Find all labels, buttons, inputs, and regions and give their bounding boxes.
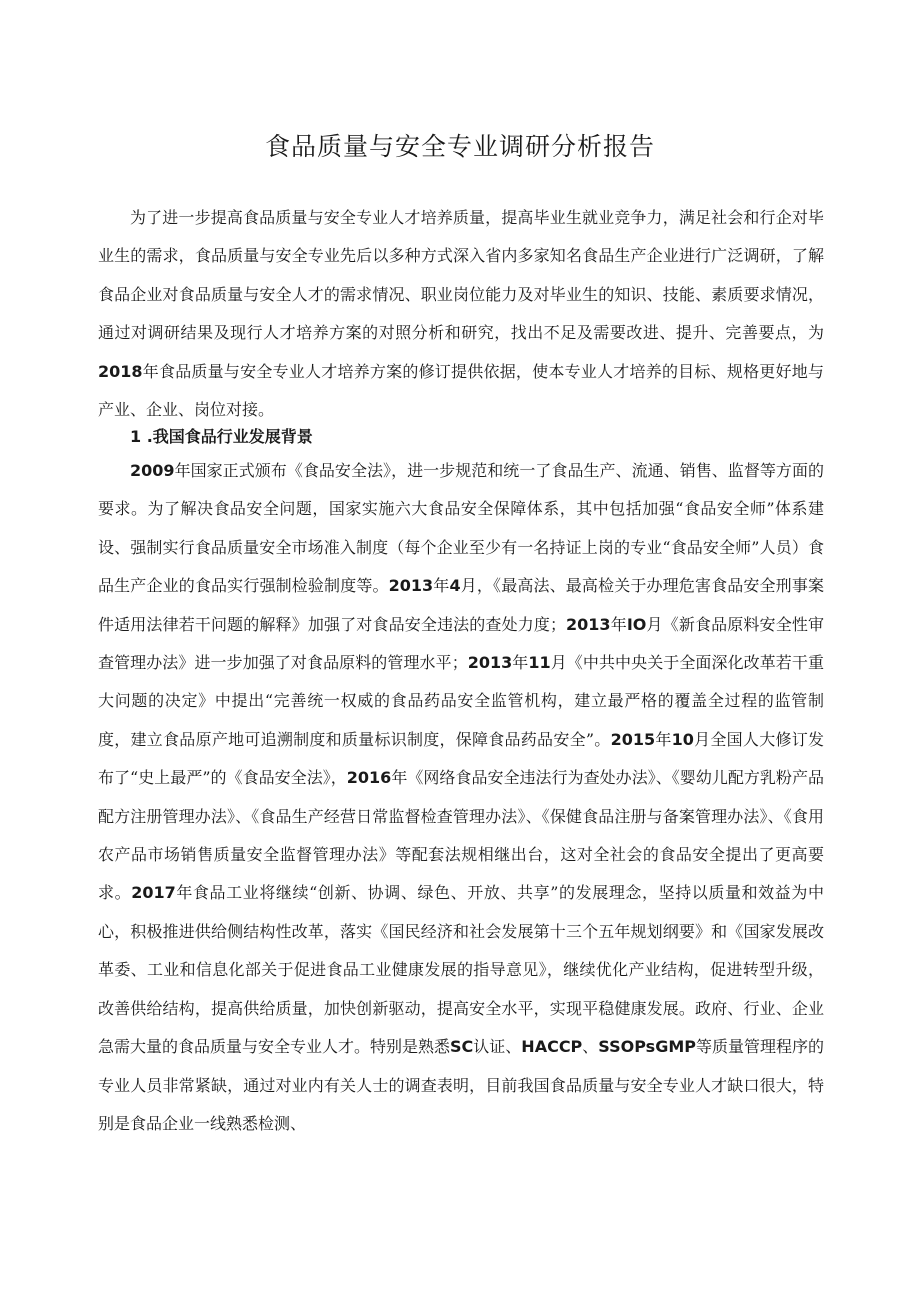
intro-text-2: 年食品质量与安全专业人才培养方案的修订提供依据，使本专业人才培养的目标、规格更好地与产业、企业、岗位对接。 bbox=[98, 361, 824, 420]
body-text-segment: 年《网络食品安全违法行为查处办法》、《婴幼儿配方乳粉产品配方注册管理办法》、《食品生产经营日常监督检查管理办法》、《保健食品注册与备案管理办法》、《食用农产品市场销售质量安全监督管理办法》等配套法规相继出台，这对全社会的食品安全提出了更高要求。 bbox=[98, 768, 824, 903]
body-text-segment: 认证、 bbox=[473, 1037, 522, 1057]
body-text-segment: 月《新食品原料安全性审查管理办法》进一步加强了对食品原料的管理水平； bbox=[98, 614, 824, 673]
body-text-segment: 年 bbox=[610, 614, 627, 634]
body-text-segment: 年 bbox=[433, 576, 450, 596]
bold-figure: 2013 bbox=[566, 614, 611, 634]
bold-figure: HACCP bbox=[521, 1037, 583, 1057]
bold-figure: 11 bbox=[528, 653, 551, 673]
bold-figure: SSOPsGMP bbox=[598, 1037, 696, 1057]
background-paragraph bbox=[98, 452, 824, 1143]
intro-year: 2018 bbox=[98, 361, 143, 381]
body-text-segment: 月，《最高法、最高检关于办理危害食品安全刑事案件适用法律若干问题的解释》加强了对食品安全违法的查处力度； bbox=[98, 576, 824, 634]
section-heading: 1 .我国食品行业发展背景 bbox=[130, 427, 313, 446]
body-text-segment: 年 bbox=[512, 653, 529, 673]
bold-figure: 2017 bbox=[131, 883, 176, 903]
bold-figure: 2013 bbox=[467, 653, 513, 673]
body-text-segment: 月《中共中央关于全面深化改革若干重大问题的决定》中提出“完善统一权威的食品药品安全监管机构，建立最严格的覆盖全过程的监管制度，建立食品原产地可追溯制度和质量标识制度，保障食品药品安全”。 bbox=[98, 653, 824, 749]
bold-figure: 4 bbox=[449, 576, 461, 596]
intro-paragraph bbox=[98, 199, 824, 429]
bold-figure: 10 bbox=[671, 729, 694, 749]
body-text-segment: 月全国人大修订发布了“史上最严”的《食品安全法》， bbox=[98, 729, 824, 788]
body-text-segment: 年 bbox=[655, 729, 672, 749]
bold-figure: 2009 bbox=[130, 461, 175, 480]
bold-figure: 2015 bbox=[610, 729, 656, 749]
body-text-segment: 年食品工业将继续“创新、协调、绿色、开放、共享”的发展理念，坚持以质量和效益为中心，积极推进供给侧结构性改革，落实《国民经济和社会发展第十三个五年规划纲要》和《国家发展改革委、工业和信息化部关于促进食品工业健康发展的指导意见》，继续优化产业结构，促进转型升级，改善供给结构，提高供给质量，加快创新驱动，提高安全水平，实现平稳健康发展。政府、行业、企业急需大量的食品质量与安全专业人才。特别是熟悉 bbox=[98, 883, 824, 1057]
body-text-segment: 年国家正式颁布《食品安全法》，进一步规范和统一了食品生产、流通、销售、监督等方面的要求。为了解决食品安全问题，国家实施六大食品安全保障体系，其中包括加强“食品安全师”体系建设、强制实行食品质量安全市场准入制度（每个企业至少有一名持证上岗的专业“食品安全师”人员）食品生产企业的食品实行强制检验制度等。 bbox=[98, 461, 824, 596]
body-text-segment: 、 bbox=[582, 1037, 599, 1057]
bold-figure: 2016 bbox=[346, 768, 392, 788]
bold-figure: SC bbox=[450, 1037, 474, 1057]
intro-text-1: 为了进一步提高食品质量与安全专业人才培养质量，提高毕业生就业竞争力，满足社会和行企对毕业生的需求，食品质量与安全专业先后以多种方式深入省内多家知名食品生产企业进行广泛调研，了解食品企业对食品质量与安全人才的需求情况、职业岗位能力及对毕业生的知识、技能、素质要求情况，通过对调研结果及现行人才培养方案的对照分析和研究，找出不足及需要改进、提升、完善要点，为 bbox=[98, 208, 824, 343]
bold-figure: IO bbox=[626, 614, 647, 634]
document-title: 食品质量与安全专业调研分析报告 bbox=[264, 131, 655, 161]
body-text-segment: 等质量管理程序的专业人员非常紧缺，通过对业内有关人士的调查表明，目前我国食品质量与安全专业人才缺口很大，特别是食品企业一线熟悉检测、 bbox=[98, 1037, 824, 1133]
bold-figure: 2013 bbox=[388, 576, 434, 596]
